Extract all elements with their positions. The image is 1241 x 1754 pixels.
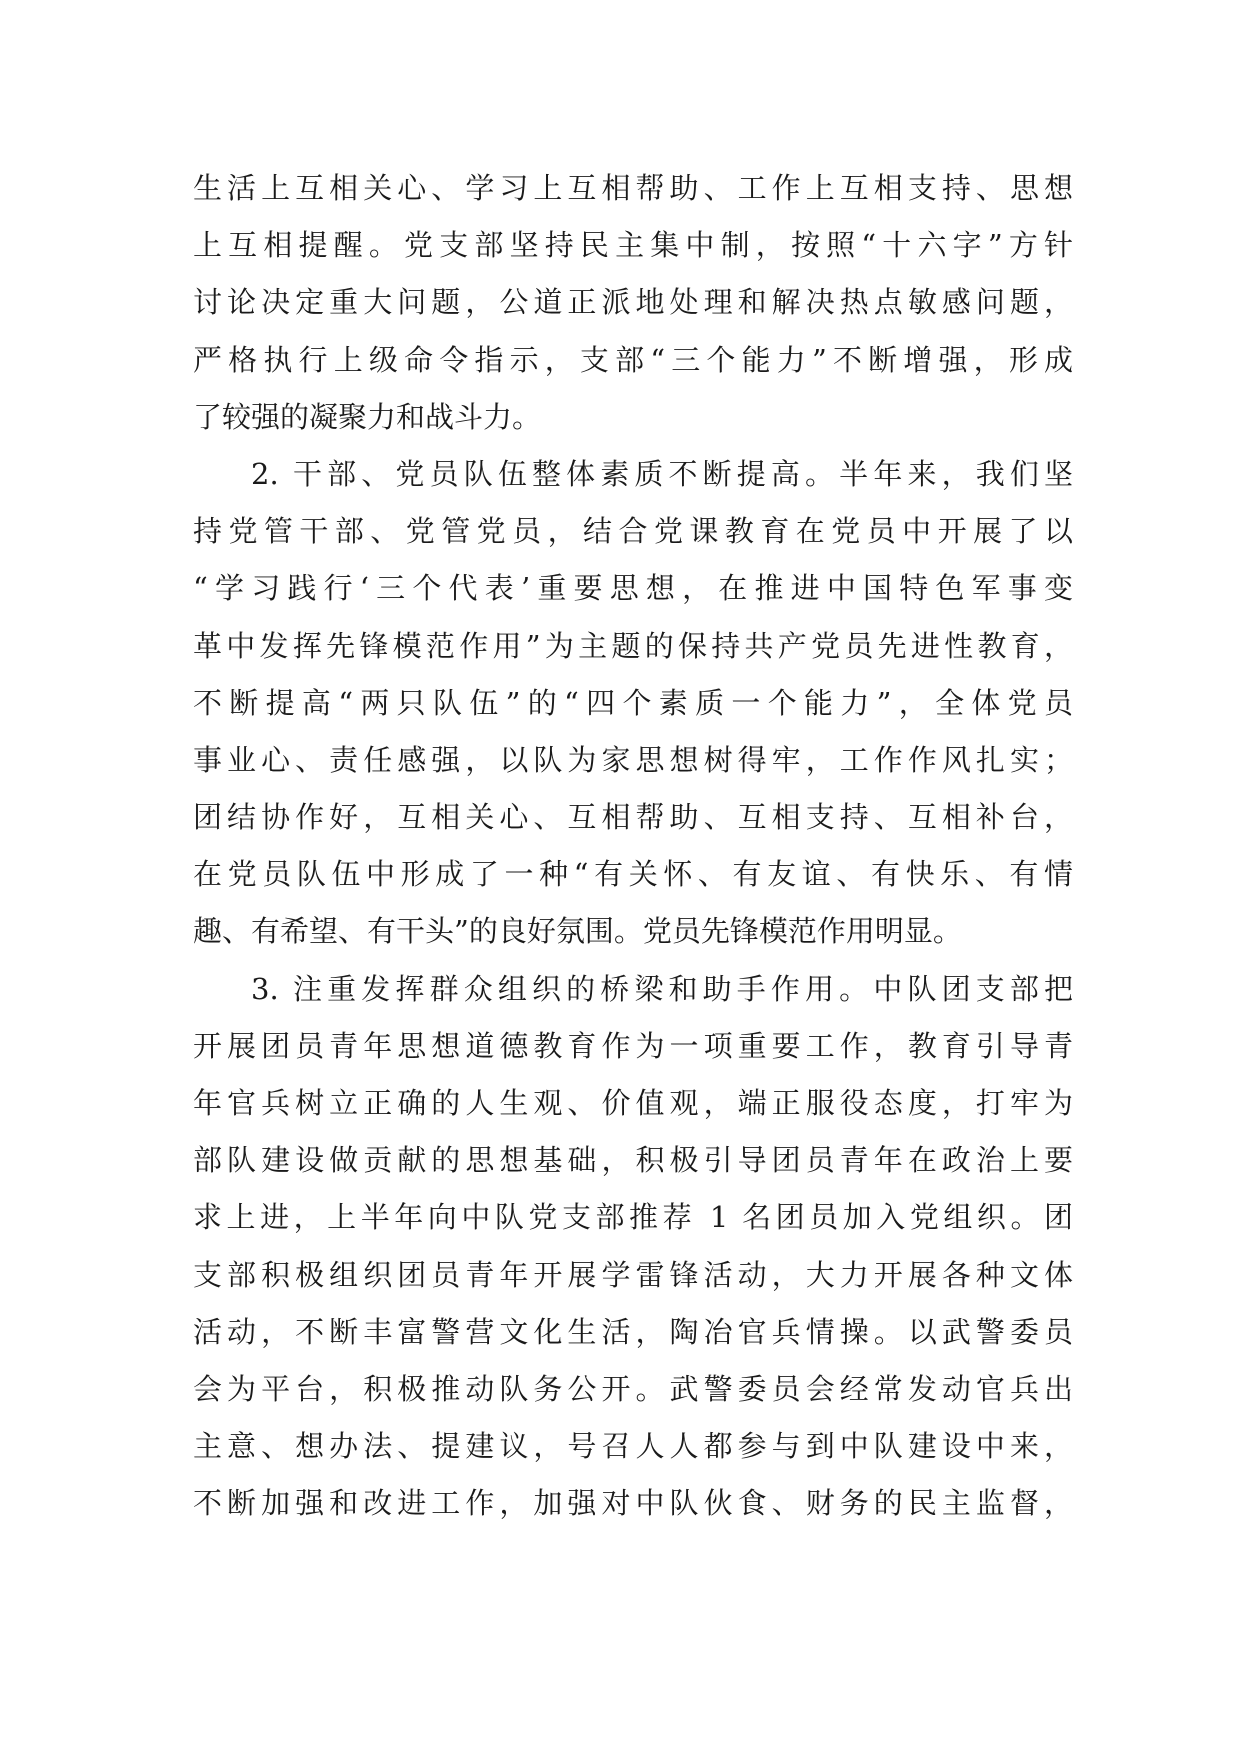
text-line: 活动，不断丰富警营文化生活，陶冶官兵情操。以武警委员 — [193, 1314, 1073, 1349]
text-line: 事业心、责任感强，以队为家思想树得牢，工作作风扎实； — [193, 742, 1073, 777]
text-line: 团结协作好，互相关心、互相帮助、互相支持、互相补台， — [193, 800, 1073, 835]
paragraph-3 — [193, 961, 1073, 1533]
text-line: “学习践行‘三个代表’重要思想，在推进中国特色军事变 — [193, 571, 1073, 606]
text-line: 革中发挥先锋模范作用”为主题的保持共产党员先进性教育， — [193, 628, 1073, 663]
text-line: 部队建设做贡献的思想基础，积极引导团员青年在政治上要 — [193, 1143, 1073, 1178]
text-line: 主意、想办法、提建议，号召人人都参与到中队建设中来， — [193, 1429, 1073, 1464]
document-body — [193, 160, 1073, 1533]
text-line: 年官兵树立正确的人生观、价值观，端正服役态度，打牢为 — [193, 1086, 1073, 1120]
text-line: 求上进，上半年向中队党支部推荐 1 名团员加入党组织。团 — [193, 1200, 1073, 1235]
text-line: 趣、有希望、有干头”的良好氛围。党员先锋模范作用明显。 — [193, 914, 962, 949]
text-line: 不断加强和改进工作，加强对中队伙食、财务的民主监督， — [193, 1486, 1073, 1521]
text-line: 严格执行上级命令指示，支部“三个能力”不断增强，形成 — [193, 342, 1073, 377]
text-line: 讨论决定重大问题，公道正派地处理和解决热点敏感问题， — [193, 285, 1073, 320]
text-line: 生活上互相关心、学习上互相帮助、工作上互相支持、思想 — [193, 171, 1073, 205]
paragraph-continuation — [193, 160, 1073, 446]
text-line: 3. 注重发挥群众组织的桥梁和助手作用。中队团支部把 — [251, 971, 1073, 1006]
text-line: 上互相提醒。党支部坚持民主集中制，按照“十六字”方针 — [193, 228, 1073, 263]
paragraph-2 — [193, 446, 1073, 961]
text-line: 支部积极组织团员青年开展学雷锋活动，大力开展各种文体 — [193, 1257, 1073, 1292]
text-line: 开展团员青年思想道德教育作为一项重要工作，教育引导青 — [193, 1028, 1073, 1063]
text-line: 持党管干部、党管党员，结合党课教育在党员中开展了以 — [193, 514, 1073, 549]
text-line: 会为平台，积极推动队务公开。武警委员会经常发动官兵出 — [193, 1371, 1073, 1406]
text-line: 不断提高“两只队伍”的“四个素质一个能力”，全体党员 — [193, 685, 1073, 720]
text-line: 在党员队伍中形成了一种“有关怀、有友谊、有快乐、有情 — [193, 857, 1073, 892]
text-line: 了较强的凝聚力和战斗力。 — [193, 399, 542, 434]
text-line: 2. 干部、党员队伍整体素质不断提高。半年来，我们坚 — [251, 456, 1073, 491]
